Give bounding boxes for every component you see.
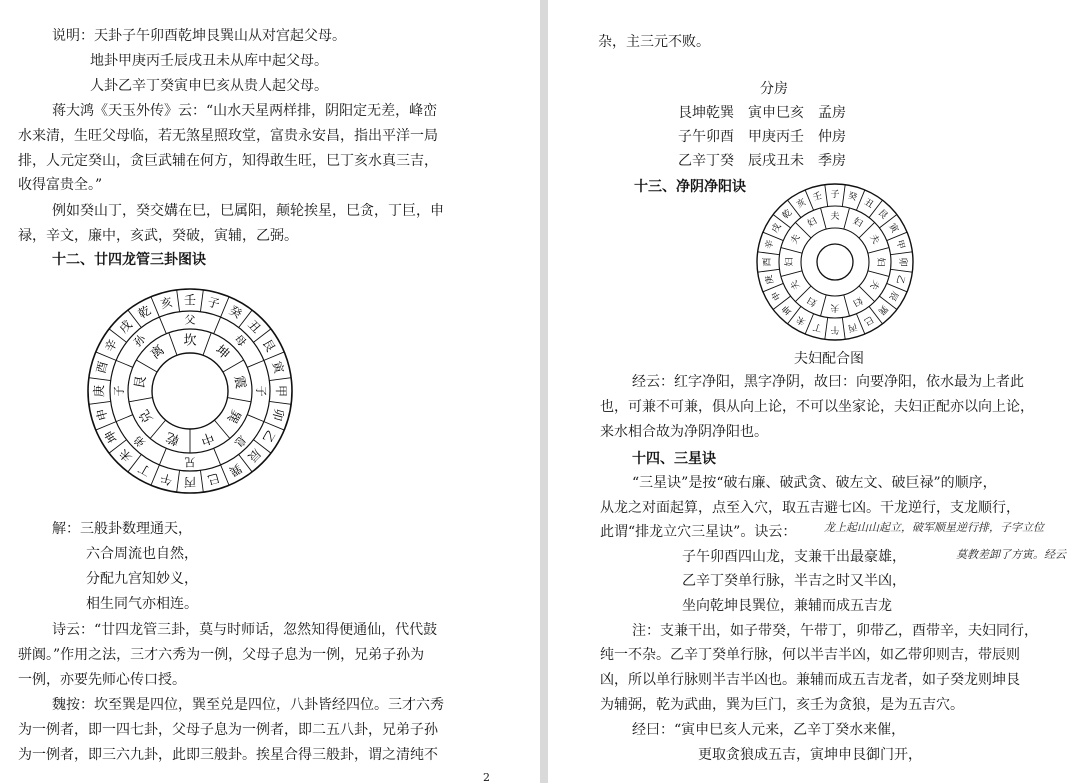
handwritten-note: 莫教差卸了方寅。经云	[956, 548, 1066, 561]
inner-ring-label: 坎	[183, 333, 197, 349]
middle-ring-divider	[116, 360, 133, 367]
middle-ring-label: 妇	[806, 216, 819, 230]
middle-ring-label: 妇	[806, 294, 819, 308]
outer-ring-divider	[89, 378, 111, 381]
inner-ring-label: 艮	[132, 374, 150, 391]
verse-line: 六合周流也自然，	[86, 546, 198, 562]
text-line: 此谓“排龙立穴三星诀”。诀云：	[600, 524, 797, 540]
outer-ring-label: 庚	[764, 273, 777, 285]
text-line: 地卦甲庚丙壬辰戌丑未从库中起父母。	[90, 53, 328, 69]
outer-ring-label: 寅	[886, 222, 900, 235]
outer-ring-label: 庚	[92, 384, 106, 398]
text-line: 从龙之对面起算，点至入穴，取五吉避七凶。干龙逆行，支龙顺行，	[600, 500, 1020, 516]
outer-ring-label: 卯	[269, 406, 287, 423]
middle-ring-divider	[159, 448, 166, 465]
middle-ring-label: 子	[254, 385, 268, 397]
right-page	[548, 0, 1090, 783]
middle-ring-label: 妇	[851, 294, 864, 308]
middle-ring-label: 息	[231, 432, 249, 450]
outer-ring-label: 亥	[795, 197, 808, 211]
text-line: 经曰：“寅申巳亥人元来，乙辛丁癸水来催，	[632, 722, 906, 738]
middle-ring-divider	[781, 248, 802, 254]
middle-ring-label: 夫	[789, 233, 803, 246]
text-line: 排，人元定癸山，贪巨武辅在何方，知得敢生旺，巳丁亥水真三吉，	[18, 153, 438, 169]
outer-ring-label: 巽	[875, 302, 890, 317]
middle-ring-divider	[844, 295, 850, 316]
outer-ring-label: 癸	[846, 191, 858, 204]
fenfang-cell: 辰戌丑未	[748, 153, 804, 169]
inner-ring-divider	[214, 420, 229, 438]
outer-ring-label: 坤	[780, 302, 795, 317]
outer-ring-divider	[89, 401, 111, 404]
inner-ring-label: 乾	[164, 428, 182, 448]
left-page	[0, 0, 540, 783]
fenfang-cell: 季房	[818, 153, 846, 169]
middle-ring-label: 夫	[867, 233, 881, 246]
middle-ring-divider	[781, 271, 802, 277]
middle-ring-divider	[821, 208, 827, 229]
middle-ring-divider	[116, 415, 133, 422]
inner-ring-label: 离	[148, 342, 168, 363]
middle-ring-divider	[214, 317, 221, 334]
handwritten-note: 龙上起山山起立，破军顺星逆行排，子字立位	[824, 521, 1044, 534]
verse-line: 相生同气亦相连。	[86, 596, 198, 612]
outer-ring-divider	[200, 290, 203, 312]
outer-ring-label: 巳	[205, 470, 222, 488]
outer-ring-label: 甲	[274, 384, 288, 398]
fufu-peihe-diagram	[753, 180, 917, 344]
book-spine	[540, 0, 548, 783]
outer-ring-label: 乾	[780, 207, 795, 222]
inner-ring-label: 震	[230, 374, 248, 391]
section-heading-14: 十四、三星诀	[632, 451, 716, 467]
middle-ring-label: 母	[231, 332, 249, 350]
fenfang-cell: 子午卯酉	[678, 129, 734, 145]
fenfang-cell: 乙辛丁癸	[678, 153, 734, 169]
outer-ring-divider	[891, 252, 913, 255]
middle-ring-divider	[821, 295, 827, 316]
page-number: 2	[483, 771, 490, 783]
outer-ring-label: 未	[795, 313, 808, 327]
outer-ring-label: 坤	[102, 427, 121, 446]
fenfang-title: 分房	[760, 81, 788, 97]
text-line: 例如癸山丁，癸交媾在巳，巳属阳，颠轮挨星，巳贪，丁巨，申	[52, 203, 444, 219]
middle-ring-label: 夫	[830, 212, 840, 222]
text-line: “三星诀”是按“破右廉、破武贪、破左文、破巨禄”的顺序，	[632, 475, 997, 491]
inner-ring-divider	[150, 420, 165, 438]
outer-ring-divider	[825, 185, 828, 207]
text-line: 纯一不杂。乙辛丁癸单行脉，何以半吉半凶，如乙带卯则吉，带辰则	[600, 647, 1020, 663]
outer-ring-label: 辛	[764, 239, 777, 251]
middle-ring-label: 妇	[875, 257, 885, 267]
text-line: 凶，所以单行脉则半吉半凶也。兼辅而成五吉龙者，如子癸龙则坤艮	[600, 672, 1020, 688]
inner-ring-divider	[223, 360, 244, 372]
inner-ring-divider	[129, 398, 153, 402]
middle-ring-label: 子	[112, 385, 126, 397]
text-line: 蒋大鸿《天玉外传》云：“山水天星两样排，阴阳定无差，峰峦	[52, 103, 438, 119]
middle-ring-divider	[159, 317, 166, 334]
fenfang-cell: 寅申巳亥	[748, 105, 804, 121]
middle-ring-label: 妇	[851, 216, 864, 230]
inner-ring-divider	[203, 333, 211, 356]
outer-ring-label: 午	[830, 324, 840, 334]
outer-ring-label: 午	[158, 470, 175, 488]
text-line: 诗云：“廿四龙管三卦，莫与时师话，忽然知得便通仙，代代鼓	[52, 622, 438, 638]
diagram-caption: 夫妇配合图	[794, 351, 864, 367]
middle-ring-label: 夫	[830, 302, 840, 312]
outer-ring-divider	[758, 252, 780, 255]
middle-ring-label: 夫	[867, 278, 881, 291]
verse-line: 乙辛丁癸单行脉，半吉之时又半凶，	[682, 573, 906, 589]
verse-line: 坐向乾坤艮巽位，兼辅而成五吉龙	[682, 598, 892, 614]
middle-ring-label: 父	[184, 313, 196, 327]
section-heading-12: 十二、廿四龙管三卦图诀	[52, 252, 206, 268]
middle-ring-label: 夫	[789, 278, 803, 291]
text-line: 杂，主三元不败。	[598, 34, 710, 50]
outer-ring-label: 戌	[116, 317, 135, 336]
text-line: 为一例者，即三六九卦，此即三般卦。挨星合得三般卦，谓之清纯不	[18, 747, 438, 763]
outer-ring-divider	[825, 318, 828, 340]
outer-ring-label: 寅	[269, 359, 287, 376]
middle-ring-label: 弟	[131, 432, 149, 450]
middle-ring-divider	[868, 271, 889, 277]
outer-ring-label: 丁	[812, 320, 824, 333]
outer-ring-label: 巽	[226, 460, 245, 479]
inner-ring-divider	[227, 398, 251, 402]
verse-line: 分配九宫知妙义，	[86, 571, 198, 587]
text-line: 注：支兼干出，如子带癸，午带丁，卯带乙，酉带辛，夫妇同行，	[632, 623, 1038, 639]
outer-ring-divider	[177, 470, 180, 492]
outer-ring-label: 子	[205, 294, 222, 312]
middle-ring-divider	[214, 448, 221, 465]
text-line: 人卦乙辛丁癸寅申巳亥从贵人起父母。	[90, 78, 328, 94]
outer-ring-divider	[758, 269, 780, 272]
outer-ring-label: 丑	[862, 197, 875, 211]
outer-ring-label: 卯	[897, 257, 907, 267]
outer-ring-label: 亥	[158, 294, 175, 312]
outer-ring-label: 巳	[862, 313, 875, 327]
outer-ring-label: 未	[116, 446, 135, 465]
inner-ring-label: 兑	[136, 406, 157, 426]
verse-line: 解：三般卦数理通天，	[52, 521, 192, 537]
text-line: 收得富贵全。”	[18, 177, 103, 193]
fenfang-cell: 艮坤乾巽	[678, 105, 734, 121]
inner-ring-label: 坤	[212, 342, 232, 363]
outer-ring-label: 丙	[846, 320, 858, 333]
text-line: 为辅弼，乾为武曲，巽为巨门，亥壬为贪狼，是为五吉穴。	[600, 697, 964, 713]
outer-ring-label: 乙	[893, 273, 906, 285]
text-line: 说明：天卦子午卯酉乾坤艮巽山从对宫起父母。	[52, 28, 346, 44]
outer-ring-label: 辛	[102, 336, 121, 355]
middle-ring-divider	[844, 208, 850, 229]
outer-ring-label: 戌	[770, 222, 784, 235]
middle-ring-label: 妇	[785, 257, 795, 267]
fenfang-cell: 孟房	[818, 105, 846, 121]
inner-ring-label: 巽	[223, 406, 244, 426]
outer-ring-label: 丑	[245, 317, 264, 336]
section-heading-13: 十三、净阴净阳诀	[634, 179, 746, 195]
outer-ring-label: 子	[830, 190, 840, 200]
outer-ring-divider	[177, 290, 180, 312]
middle-ring-divider	[868, 248, 889, 254]
verse-line: 子午卯酉四山龙，支兼干出最豪雄，	[682, 549, 906, 565]
outer-ring-label: 甲	[893, 239, 906, 251]
outer-ring-divider	[269, 401, 291, 404]
inner-ring-divider	[169, 333, 177, 356]
outer-ring-divider	[842, 318, 845, 340]
inner-ring-label: 中	[198, 428, 216, 448]
outer-ring-label: 申	[93, 406, 111, 423]
outer-ring-divider	[269, 378, 291, 381]
outer-ring-label: 壬	[183, 293, 197, 307]
text-line: 魏按：坎至巽是四位，巽至兑是四位，八卦皆经四位。三才六秀	[52, 697, 444, 713]
text-line: 水来清，生旺父母临，若无煞星照玫堂，富贵永安昌，指出平洋一局	[18, 128, 438, 144]
outer-ring-label: 辰	[245, 446, 264, 465]
middle-ring-label: 孙	[131, 332, 149, 350]
outer-ring-label: 壬	[812, 191, 824, 204]
text-line: 更取贪狼成五吉，寅坤申艮御门开，	[698, 747, 922, 763]
fenfang-cell: 甲庚丙壬	[748, 129, 804, 145]
outer-ring-label: 辰	[886, 289, 900, 302]
outer-ring-label: 丙	[183, 475, 197, 489]
inner-ring-divider	[136, 360, 157, 372]
text-line: 骈阗。”作用之法，三才六秀为一例，父母子息为一例，兄弟子孙为	[18, 647, 425, 663]
outer-ring-divider	[842, 185, 845, 207]
fenfang-cell: 仲房	[818, 129, 846, 145]
outer-ring-label: 癸	[226, 303, 245, 322]
text-line: 也，可兼不可兼，俱从向上论，不可以坐家论，夫妇正配亦以向上论，	[600, 399, 1034, 415]
outer-ring-label: 酉	[93, 359, 111, 376]
middle-ring-label: 兄	[184, 455, 196, 469]
sanban-gua-diagram	[85, 285, 295, 497]
outer-ring-label: 申	[770, 289, 784, 302]
text-line: 来水相合故为净阴净阳也。	[600, 424, 768, 440]
text-line: 经云：红字净阳，黑字净阴，故曰：向要净阳，依水最为上者此	[632, 374, 1024, 390]
outer-ring-label: 乙	[259, 427, 278, 446]
text-line: 为一例者，即一四七卦，父母子息为一例者，即二五八卦，兄弟子孙	[18, 722, 438, 738]
outer-ring-label: 艮	[259, 336, 278, 355]
outer-ring-divider	[891, 269, 913, 272]
text-line: 禄，辛文，廉中，亥武，癸破，寅辅，乙弼。	[18, 228, 298, 244]
outer-ring-label: 酉	[763, 257, 773, 267]
outer-ring-label: 丁	[135, 460, 154, 479]
middle-ring-divider	[247, 360, 264, 367]
outer-ring-label: 艮	[875, 207, 890, 222]
outer-ring-label: 乾	[135, 303, 154, 322]
middle-ring-divider	[247, 415, 264, 422]
text-line: 一例，亦要先师心传口授。	[18, 672, 186, 688]
outer-ring-divider	[200, 470, 203, 492]
